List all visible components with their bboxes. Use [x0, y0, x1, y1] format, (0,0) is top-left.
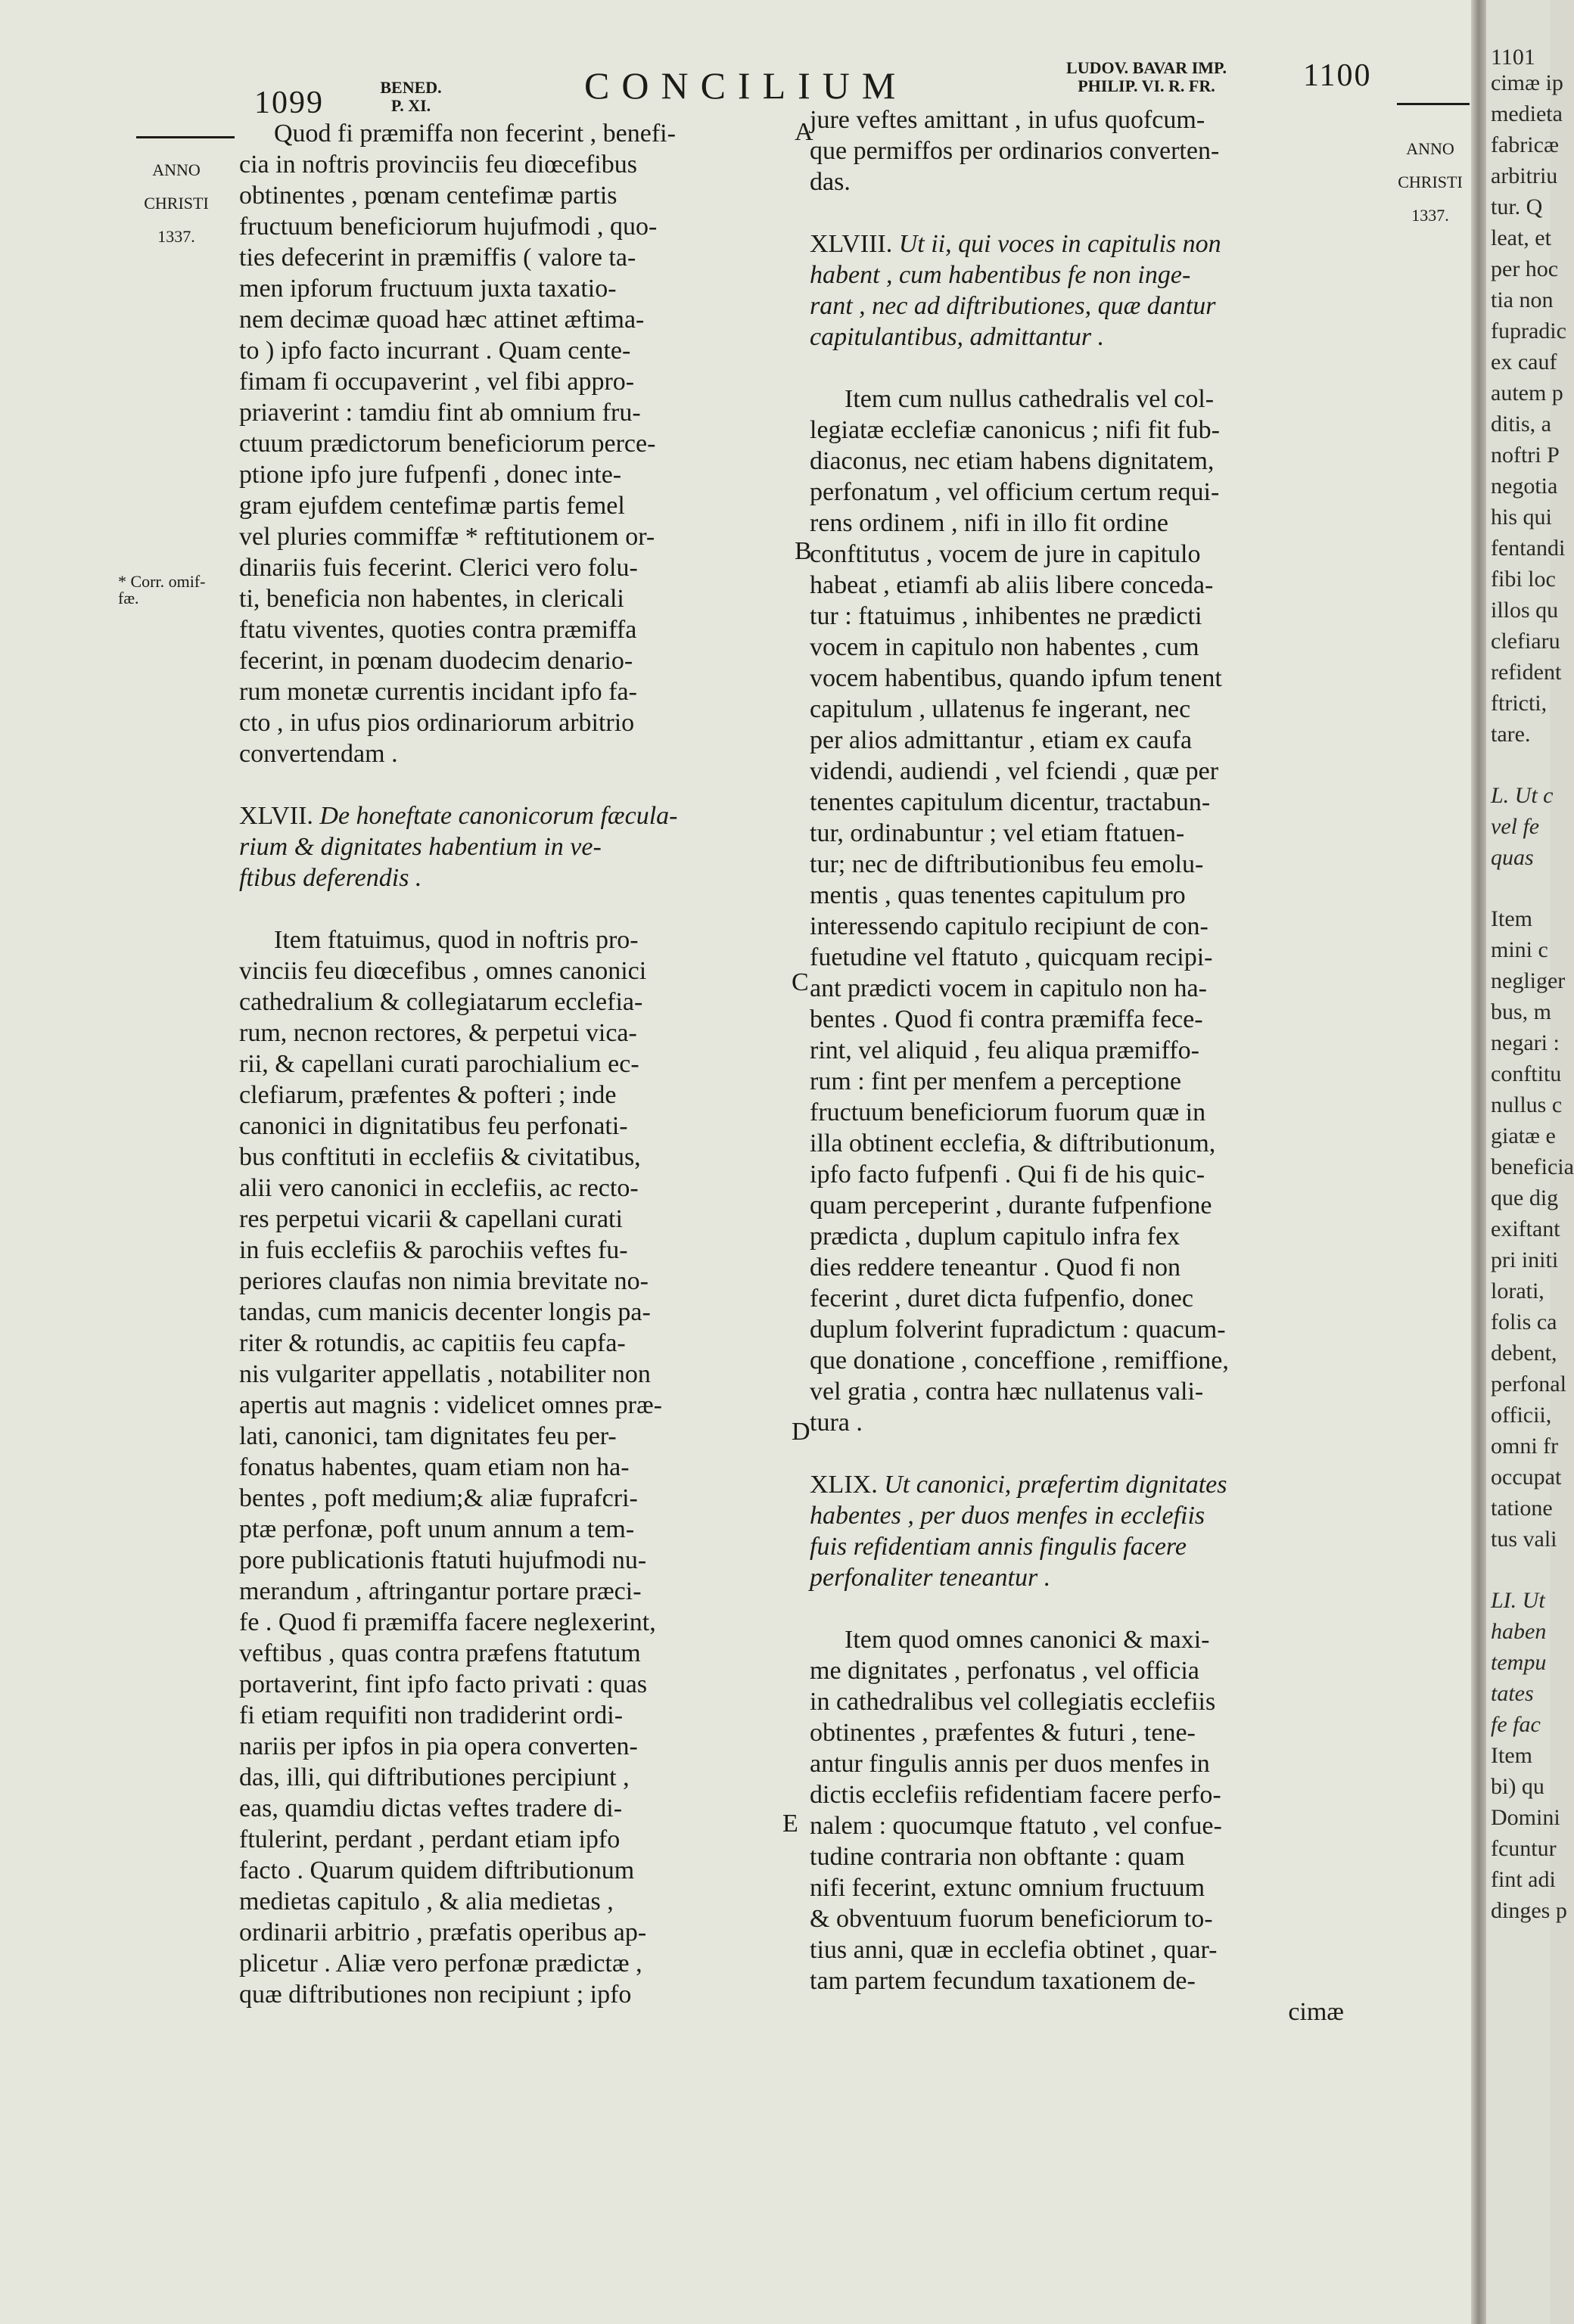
next-page-fragment: conftitu: [1491, 1061, 1562, 1086]
next-page-fragment: per hoc: [1491, 256, 1559, 281]
next-page-fragment: tus vali: [1491, 1527, 1557, 1552]
ludov-label: LUDOV. BAVAR IMP.: [1066, 58, 1227, 77]
paragraph: Item cum nullus cathedralis vel col- legiatæ ecclefiæ canonicus ; nifi fit fub- diaconus, nec etiam habens dignitatem, perfonatum , vel officium certum requi- rens ordinem , nifi in illo fit ordine conftitutus , vocem de jure in capitulo habeat , etiamfi ab aliis libere conceda- tur : ftatuimus , inhibentes ne prædicti vocem in capitulo non habentes , cum vocem habentibus, quando ipfum tenent capitulum , ullatenus fe ingerant, nec per alios admittantur , etiam ex caufa videndi, audiendi , vel fciendi , quæ per tenentes capitulum dicentur, tractabun- tur, ordinabuntur ; vel etiam ftatuen- tur; nec de diftributionibus feu emolu- mentis , quas tenentes capitulum pro interessendo capitulo recipiunt de con- fuetudine vel ftatuto , quicquam recipi- ant prædicti vocem in capitulo non ha- bentes . Quod fi contra præmiffa fece- rint, vel aliquid , feu aliqua præmiffo- rum : fint per menfem a perceptione fructuum beneficiorum fuorum quæ in illa obtinent ecclefia, & diftributionum, ipfo facto fufpenfi . Qui fi de his quic- quam perceperint , durante fufpenfione prædicta , duplum capitulo infra fex dies reddere teneantur . Quod fi non fecerint , duret dicta fufpenfio, donec duplum folverint fupradictum : quacum- que donatione , conceffione , remiffione, vel gratia , contra hæc nullatenus vali- tura .: [810, 385, 1229, 1437]
anno-label: ANNO: [152, 160, 201, 179]
next-page-fragment: illos qu: [1491, 598, 1559, 623]
chapter-number: XLVII.: [239, 802, 313, 830]
philip-label: PHILIP. VI. R. FR.: [1078, 76, 1215, 95]
next-page-fragment: fibi loc: [1491, 567, 1556, 592]
next-page-fragment: noftri P: [1491, 443, 1560, 468]
margin-rule-left: [136, 136, 235, 138]
next-page-fragment: negari :: [1491, 1030, 1560, 1055]
chapter-title: Ut ii, qui voces in capitulis non habent , cum habentibus fe non inge- rant , nec ad diftributiones, quæ dantur capitulantibus, admittantur .: [810, 230, 1221, 351]
paragraph: Quod fi præmiffa non fecerint , benefi- cia in noftris provinciis feu diœcefibus obtinentes , pœnam centefimæ partis fructuum beneficiorum hujufmodi , quo- ties defecerint in præmiffis ( valore ta- men ipforum fructuum juxta taxatio- nem decimæ quoad hæc attinet æftima- to ) ipfo facto incurrant . Quam cente- fimam fi occupaverint , vel fibi appro- priaverint : tamdiu fint ab omnium fru- ctuum prædictorum beneficiorum perce- ptione ipfo jure fufpenfi , donec inte- gram ejufdem centefimæ partis femel vel pluries commiffæ * reftitutionem or- dinariis fuis fecerint. Clerici vero folu- ti, beneficia non habentes, in clericali ftatu viventes, quoties contra præmiffa fecerint, in pœnam duodecim denario- rum monetæ currentis incidant ipfo fa- cto , in ufus pios ordinariorum arbitrio convertendam .: [239, 120, 676, 768]
ruler-header: [1022, 59, 1271, 95]
next-page-fragment: fcuntur: [1491, 1836, 1557, 1861]
next-page-fragment: ex cauf: [1491, 350, 1557, 374]
next-page-fragment: giatæ e: [1491, 1123, 1556, 1148]
bened-label: BENED.: [380, 78, 442, 97]
year-label: 1337.: [157, 227, 195, 246]
chapter-number: XLVIII.: [810, 230, 893, 258]
running-title: CONCILIUM: [584, 64, 908, 107]
chapter-title: De honeftate canonicorum fæcula- rium & dignitates habentium in ve- ftibus deferendis .: [239, 802, 678, 892]
next-page-fragment: fentandi: [1491, 536, 1566, 561]
next-page-fragment: beneficia: [1491, 1154, 1574, 1179]
section-letter-b: B: [795, 537, 812, 565]
next-page-fragment: dinges p: [1491, 1898, 1567, 1923]
next-page-fragment: exiftant: [1491, 1216, 1560, 1241]
next-page-fragment: fabricæ: [1491, 132, 1559, 157]
next-page-fragment: negotia: [1491, 474, 1558, 499]
chapter-number: XLIX.: [810, 1471, 878, 1499]
chapter-heading-47: [239, 800, 781, 893]
right-column: [810, 104, 1374, 2027]
next-page-fragment: LI. Ut: [1491, 1588, 1545, 1613]
next-page-fragment: fint adi: [1491, 1867, 1556, 1892]
correction-note: * Corr. omif- fæ.: [118, 572, 206, 607]
next-page-fragment: quas: [1491, 845, 1534, 870]
next-page-fragment: haben: [1491, 1619, 1547, 1644]
next-page-fragment: 1101: [1491, 45, 1535, 70]
margin-rule-right: [1397, 103, 1470, 105]
chapter-heading-49: [810, 1469, 1374, 1593]
next-page-fragment: Domini: [1491, 1805, 1560, 1830]
next-page-fragment: tates: [1491, 1681, 1534, 1706]
year-label: 1337.: [1411, 206, 1449, 225]
chapter-title: Ut canonici, præfertim dignitates habentes , per duos menfes in ecclefiis fuis refidentiam annis fingulis facere perfonaliter teneantur .: [810, 1471, 1227, 1592]
paragraph: Item ftatuimus, quod in noftris pro- vinciis feu diœcefibus , omnes canonici cathedralium & collegiatarum ecclefia- rum, necnon rectores, & perpetui vica- rii, & capellani curati parochialium ec- clefiarum, præfentes & pofteri ; inde canonici in dignitatibus feu perfonati- bus conftituti in ecclefiis & civitatibus, alii vero canonici in ecclefiis, ac recto- res perpetui vicarii & capellani curati in fuis ecclefiis & parochiis veftes fu- periores claufas non nimia brevitate no- tandas, cum manicis decenter longis pa- riter & rotundis, ac capitiis feu capfa- nis vulgariter appellatis , notabiliter non apertis aut magnis : videlicet omnes præ- lati, canonici, tam dignitates feu per- fonatus habentes, quam etiam non ha- bentes , poft medium;& aliæ fuprafcri- ptæ perfonæ, poft unum annum a tem- pore publicationis ftatuti hujufmodi nu- merandum , aftringantur portare præci- fe . Quod fi præmiffa facere neglexerint, veftibus , quas contra præfens ftatutum portaverint, fint ipfo facto privati : quas fi etiam requifiti non tradiderint ordi- nariis per ipfos in pia opera converten- das, illi, qui diftributiones percipiunt , eas, quamdiu dictas veftes tradere di- ftulerint, perdant , perdant etiam ipfo facto . Quarum quidem diftributionum medietas capitulo , & alia medietas , ordinarii arbitrio , præfatis operibus ap- plicetur . Aliæ vero perfonæ prædictæ , quæ diftributiones non recipiunt ; ipfo: [239, 926, 662, 2009]
next-page-fragment: bi) qu: [1491, 1774, 1544, 1799]
next-page-fragment: cimæ ip: [1491, 70, 1563, 95]
christi-label: CHRISTI: [144, 194, 209, 213]
next-page-fragment: medieta: [1491, 101, 1563, 126]
next-page-fragment: tia non: [1491, 287, 1554, 312]
next-page-fragment: mini c: [1491, 937, 1548, 962]
spacer: [810, 1438, 1374, 1469]
next-page-fragment: his qui: [1491, 505, 1552, 530]
next-page-fragment: negliger: [1491, 968, 1566, 993]
next-page-fragment: tatione: [1491, 1496, 1553, 1521]
anno-label: ANNO: [1406, 139, 1454, 158]
page-number-left: 1099: [254, 85, 324, 120]
spacer: [810, 197, 1374, 228]
next-page-fragment: vel fe: [1491, 814, 1540, 839]
next-page-fragment: fupradic: [1491, 318, 1566, 343]
next-page-fragment: que dig: [1491, 1185, 1559, 1210]
next-page-fragment: perfonal: [1491, 1372, 1566, 1397]
anno-christi-right: [1391, 124, 1470, 241]
next-page-fragment: clefiaru: [1491, 629, 1560, 654]
next-page-fragment: refident: [1491, 660, 1562, 685]
next-page-fragment: leat, et: [1491, 225, 1551, 250]
next-page-fragment: lorati,: [1491, 1279, 1544, 1303]
page-number-right: 1100: [1303, 58, 1372, 93]
next-page-fragment: tur. Q: [1491, 194, 1543, 219]
next-page-fragment: bus, m: [1491, 999, 1552, 1024]
spacer: [810, 1593, 1374, 1624]
next-page-fragment: officii,: [1491, 1403, 1552, 1428]
spacer: [239, 769, 781, 800]
christi-label: CHRISTI: [1398, 172, 1463, 191]
next-page-fragment: L. Ut c: [1491, 783, 1554, 808]
next-page-fragment: occupat: [1491, 1465, 1562, 1490]
next-page-fragment: pri initi: [1491, 1247, 1559, 1272]
book-spine: [1471, 0, 1486, 2324]
next-page-fragment: nullus c: [1491, 1092, 1563, 1117]
section-letter-c: C: [792, 968, 809, 996]
next-page-fragment: fe fac: [1491, 1712, 1541, 1737]
section-letter-a: A: [795, 118, 813, 146]
next-page-fragment: Item: [1491, 1743, 1532, 1768]
next-page-fragment: autem p: [1491, 381, 1563, 405]
next-page-fragment: tempu: [1491, 1650, 1547, 1675]
next-page-fragment: ftricti,: [1491, 691, 1548, 716]
next-page-fragment: Item: [1491, 906, 1532, 931]
chapter-heading-48: [810, 228, 1374, 353]
paragraph: Item quod omnes canonici & maxi- me dignitates , perfonatus , vel officia in cathedralibus vel collegiatis ecclefiis obtinentes , præfentes & futuri , tene- antur fingulis annis per duos menfes in dictis ecclefiis refidentiam facere perfo- nalem : quocumque ftatuto , vel confue- tudine contraria non obftante : quam nifi fecerint, extunc omnium fructuum & obventuum fuorum beneficiorum to- tius anni, quæ in ecclefia obtinet , quar- tam partem fecundum taxationem de-: [810, 1626, 1222, 1995]
next-page-fragment: debent,: [1491, 1341, 1557, 1366]
next-page-fragment: folis ca: [1491, 1310, 1557, 1334]
spacer: [810, 353, 1374, 384]
next-page-fragment: arbitriu: [1491, 163, 1558, 188]
catchword: cimæ: [1288, 1998, 1344, 2026]
pope-header: [377, 79, 445, 115]
section-letter-d: D: [792, 1418, 810, 1446]
bened-sub-label: P. XI.: [390, 96, 431, 115]
next-page-fragment: tare.: [1491, 722, 1531, 747]
section-letter-e: E: [782, 1810, 798, 1838]
next-page-edge: [1486, 0, 1574, 2324]
spacer: [239, 893, 781, 924]
paragraph: jure veftes amittant , in ufus quofcum- que permiffos per ordinarios converten- das.: [810, 106, 1220, 196]
next-page-fragment: omni fr: [1491, 1434, 1559, 1459]
left-column: [239, 118, 781, 2010]
next-page-fragment: ditis, a: [1491, 412, 1551, 437]
anno-christi-left: [135, 145, 218, 262]
